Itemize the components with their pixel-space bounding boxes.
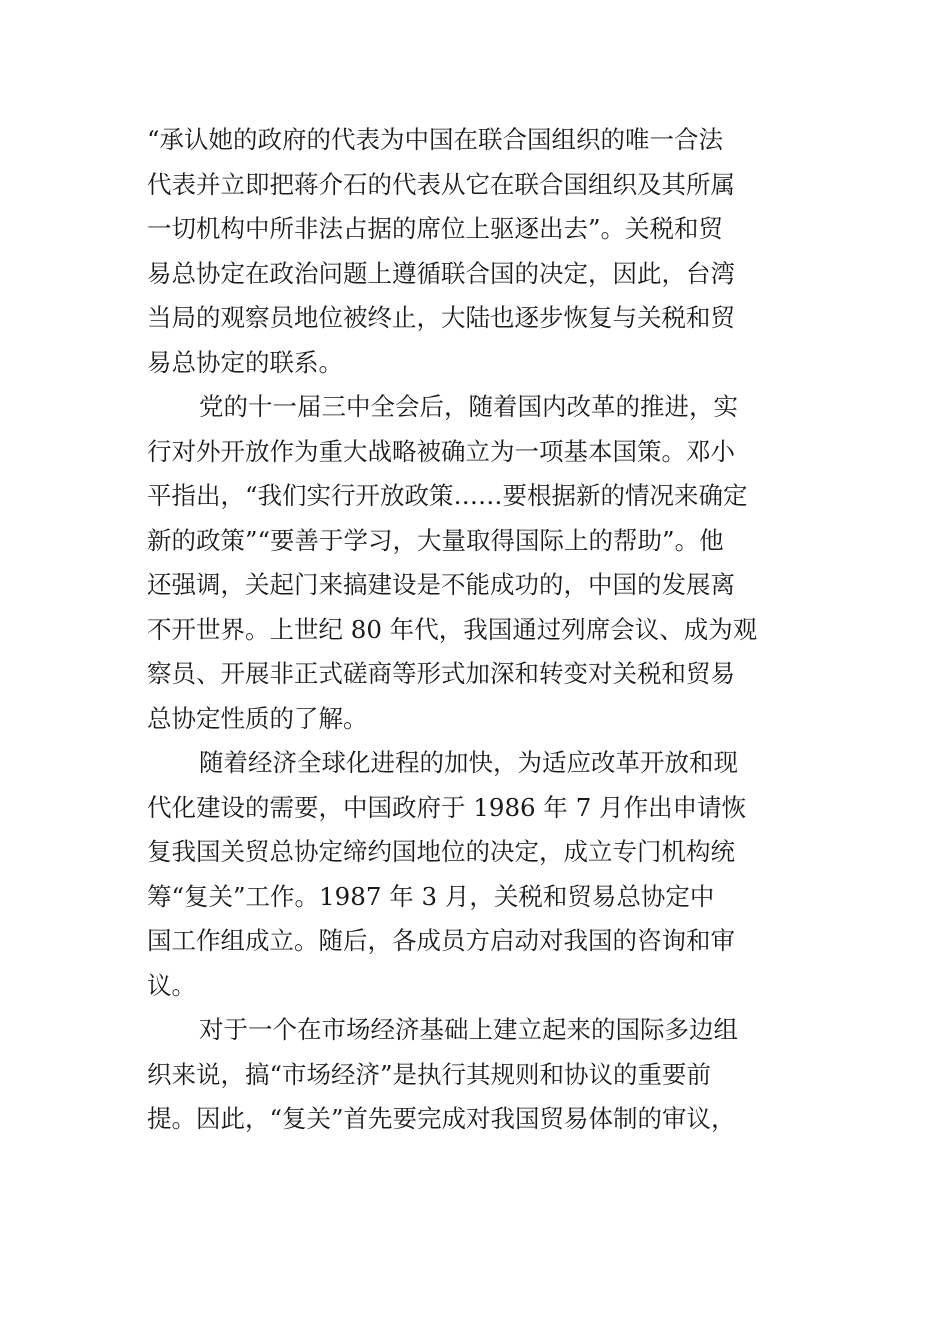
text-line: 党的十一届三中全会后，随着国内改革的推进，实: [199, 392, 738, 421]
text-line: 新的政策”“要善于学习，大量取得国际上的帮助”。他: [147, 525, 724, 555]
paragraph-4: [147, 1008, 812, 1142]
text-line: 提。因此，“复关”首先要完成对我国贸易体制的审议，: [147, 1104, 736, 1133]
paragraph-2: [147, 385, 812, 741]
text-line: 复我国关贸总协定缔约国地位的决定，成立专门机构统: [147, 837, 735, 866]
text-line: 织来说，搞“市场经济”是执行其规则和协议的重要前: [147, 1059, 712, 1089]
text-line: 代表并立即把蒋介石的代表从它在联合国组织及其所属: [147, 169, 735, 199]
text-line: 不开世界。上世纪 80 年代，我国通过列席会议、成为观: [147, 614, 758, 644]
text-line: 还强调，关起门来搞建设是不能成功的，中国的发展离: [147, 570, 735, 599]
paragraph-3: [147, 741, 812, 1008]
text-line: 国工作组成立。随后，各成员方启动对我国的咨询和审: [147, 926, 735, 955]
text-line: 随着经济全球化进程的加快，为适应改革开放和现: [199, 748, 738, 777]
text-line: 行对外开放作为重大战略被确立为一项基本国策。邓小: [147, 436, 735, 466]
text-line: 平指出，“我们实行开放政策……要根据新的情况来确定: [147, 481, 748, 510]
text-line: 总协定性质的了解。: [147, 703, 368, 733]
document-body: [147, 118, 812, 1142]
text-line: 一切机构中所非法占据的席位上驱逐出去”。关税和贸: [147, 214, 724, 243]
paragraph-1: [147, 118, 812, 385]
text-line: 对于一个在市场经济基础上建立起来的国际多边组: [199, 1015, 738, 1044]
text-line: 议。: [147, 970, 196, 1000]
text-line: 易总协定在政治问题上遵循联合国的决定，因此，台湾: [147, 258, 735, 288]
text-line: 察员、开展非正式磋商等形式加深和转变对关税和贸易: [147, 659, 735, 688]
text-line: 当局的观察员地位被终止，大陆也逐步恢复与关税和贸: [147, 303, 735, 332]
text-line: “承认她的政府的代表为中国在联合国组织的唯一合法: [147, 125, 724, 154]
text-line: 代化建设的需要，中国政府于 1986 年 7 月作出申请恢: [147, 792, 747, 822]
text-line: 易总协定的联系。: [147, 347, 343, 377]
text-line: 筹“复关”工作。1987 年 3 月，关税和贸易总协定中: [147, 881, 715, 911]
